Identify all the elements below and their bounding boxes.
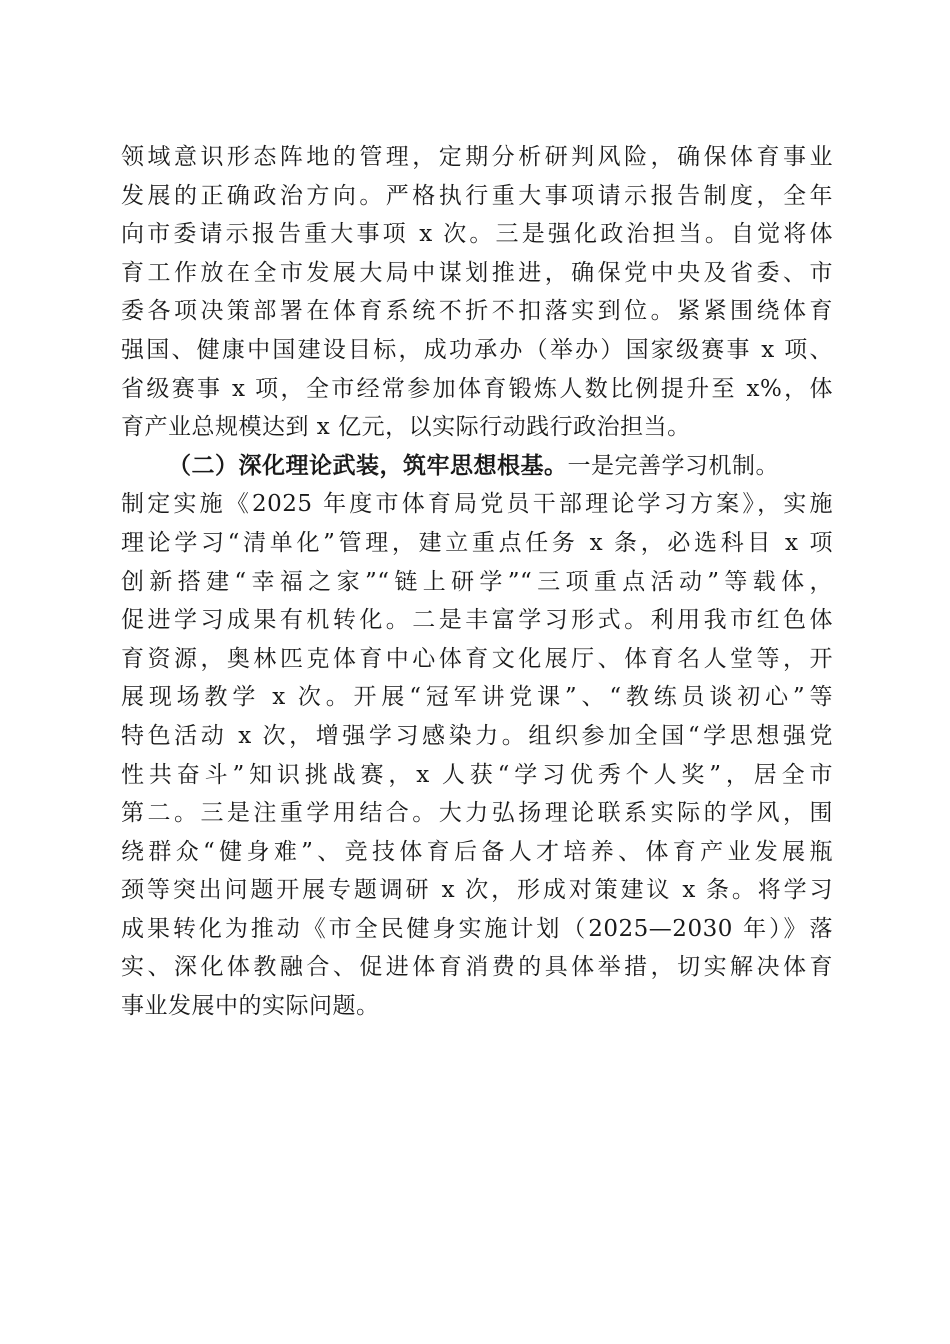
- paragraph-line: 特色活动 x 次，增强学习感染力。组织参加全国“学思想强党: [121, 722, 833, 749]
- paragraph-line: 颈等突出问题开展专题调研 x 次，形成对策建议 x 条。将学习: [121, 877, 833, 904]
- paragraph-line: 发展的正确政治方向。严格执行重大事项请示报告制度，全年: [121, 182, 833, 209]
- paragraph-line: 性共奋斗”知识挑战赛，x 人获“学习优秀个人奖”，居全市: [121, 761, 833, 788]
- paragraph-line: 制定实施《2025 年度市体育局党员干部理论学习方案》，实施: [121, 491, 833, 518]
- paragraph-line: 领域意识形态阵地的管理，定期分析研判风险，确保体育事业: [121, 144, 833, 170]
- paragraph-line: 创新搭建“幸福之家”“链上研学”“三项重点活动”等载体，: [121, 568, 833, 595]
- paragraph-line: 绕群众“健身难”、竞技体育后备人才培养、体育产业发展瓶: [121, 838, 833, 865]
- paragraph-line: 育产业总规模达到 x 亿元，以实际行动践行政治担当。: [121, 414, 691, 441]
- paragraph-line: 理论学习“清单化”管理，建立重点任务 x 条，必选科目 x 项: [121, 529, 834, 556]
- paragraph-line: 育资源，奥林匹克体育中心体育文化展厅、体育名人堂等，开: [121, 645, 833, 672]
- section-heading-line: [121, 447, 833, 486]
- paragraph-line: 成果转化为推动《市全民健身实施计划（2025—2030 年）》落: [121, 915, 833, 942]
- section-heading: （二）深化理论武装，筑牢思想根基。: [168, 451, 568, 479]
- document-body: [121, 138, 833, 1026]
- paragraph-line: 第二。三是注重学用结合。大力弘扬理论联系实际的学风，围: [121, 800, 833, 827]
- paragraph-line: 强国、健康中国建设目标，成功承办（举办）国家级赛事 x 项、: [121, 336, 833, 363]
- paragraph-line: 展现场教学 x 次。开展“冠军讲党课”、“教练员谈初心”等: [121, 684, 833, 711]
- paragraph-line: 省级赛事 x 项，全市经常参加体育锻炼人数比例提升至 x%，体: [121, 375, 833, 402]
- paragraph-line: 事业发展中的实际问题。: [121, 993, 380, 1020]
- paragraph-political-responsibility: [121, 138, 833, 447]
- paragraph-theory-study: [121, 447, 833, 1026]
- paragraph-line: 育工作放在全市发展大局中谋划推进，确保党中央及省委、市: [121, 259, 833, 286]
- section-heading-rest: 一是完善学习机制。: [567, 452, 779, 479]
- paragraph-line: 促进学习成果有机转化。二是丰富学习形式。利用我市红色体: [121, 607, 833, 634]
- paragraph-line: 实、深化体教融合、促进体育消费的具体举措，切实解决体育: [121, 954, 833, 981]
- paragraph-line: 委各项决策部署在体育系统不折不扣落实到位。紧紧围绕体育: [121, 298, 833, 325]
- paragraph-line: 向市委请示报告重大事项 x 次。三是强化政治担当。自觉将体: [121, 221, 833, 248]
